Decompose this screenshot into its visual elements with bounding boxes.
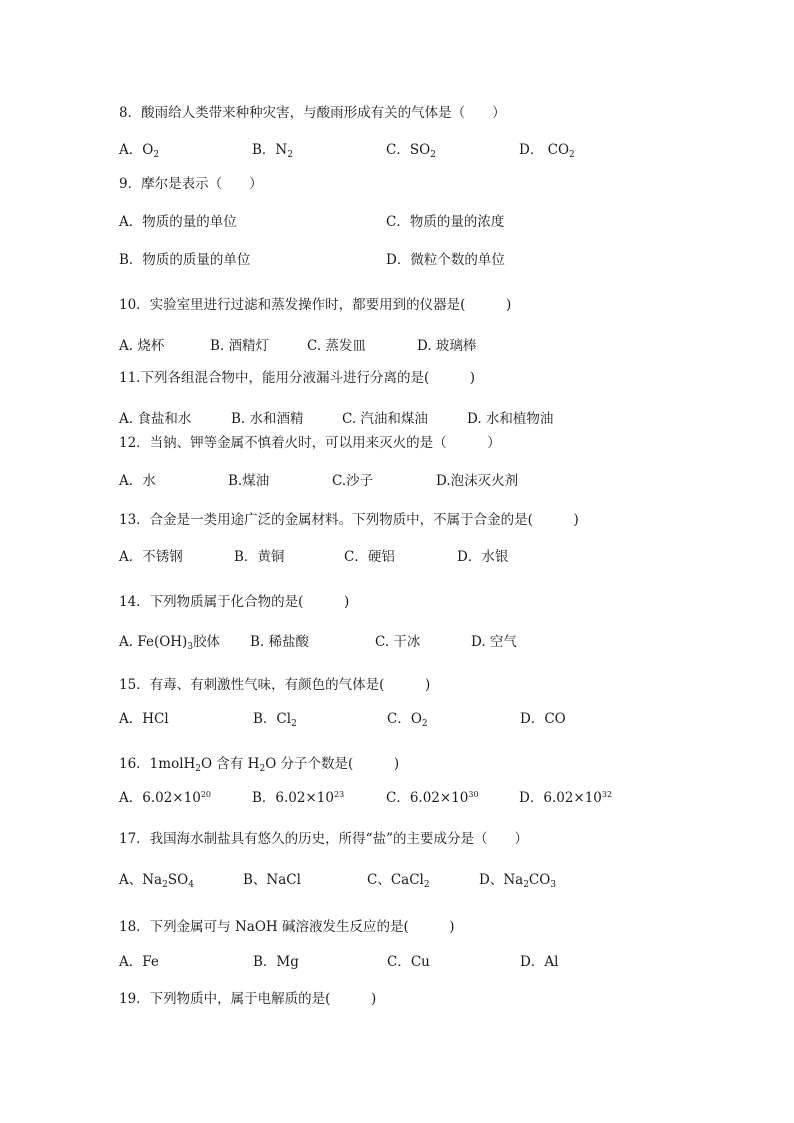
- question-11-option-d: D. 水和植物油: [467, 411, 554, 427]
- question-8-option-c: C．$SO_2$: [386, 142, 436, 160]
- question-11-option-a: A. 食盐和水: [119, 411, 192, 427]
- question-15-option-d: D．CO: [520, 711, 566, 727]
- question-13-option-b: B．黄铜: [234, 549, 285, 565]
- question-8-option-b: B．$N_2$: [252, 142, 293, 160]
- question-9-option-c: C．物质的量的浓度: [386, 214, 505, 230]
- question-15-option-a: A．HCl: [119, 711, 169, 727]
- question-17-option-c: C、CaCl$_2$: [367, 872, 430, 890]
- question-15-stem: 15．有毒、有刺激性气味，有颜色的气体是( ): [119, 677, 431, 693]
- question-15-option-c: C．$O_2$: [387, 711, 428, 729]
- question-12-option-d: D.泡沫灭火剂: [436, 473, 519, 489]
- question-12-option-c: C.沙子: [332, 473, 374, 489]
- question-11-option-c: C. 汽油和煤油: [342, 411, 428, 427]
- question-9-option-b: B．物质的质量的单位: [119, 252, 251, 268]
- question-13-option-d: D．水银: [457, 549, 509, 565]
- question-10-option-b: B. 酒精灯: [210, 338, 270, 354]
- question-14-option-c: C. 干冰: [375, 634, 421, 650]
- question-8-option-a: A．$O_2$: [119, 142, 160, 160]
- question-18-option-d: D．Al: [520, 954, 559, 970]
- question-11-stem: 11.下列各组混合物中，能用分液漏斗进行分离的是( ): [119, 370, 476, 386]
- question-10-option-c: C. 蒸发皿: [307, 338, 366, 354]
- question-10-option-d: D. 玻璃棒: [417, 338, 477, 354]
- question-12-option-b: B.煤油: [228, 473, 270, 489]
- question-12-option-a: A．水: [119, 473, 156, 489]
- question-17-option-d: D、$Na_2CO_3$: [479, 872, 557, 890]
- question-16-option-d: D．$6.02\times 10^{32}$: [519, 790, 613, 806]
- question-9-stem: 9．摩尔是表示（ ）: [119, 176, 263, 192]
- question-10-option-a: A. 烧杯: [119, 338, 165, 354]
- question-18-option-b: B．Mg: [253, 954, 299, 970]
- question-17-stem: 17．我国海水制盐具有悠久的历史，所得“盐”的主要成分是（ ）: [119, 831, 528, 847]
- question-18-option-a: A．Fe: [119, 954, 159, 970]
- question-18-option-c: C．Cu: [387, 954, 430, 970]
- question-12-stem: 12．当钠、钾等金属不慎着火时，可以用来灭火的是（ ）: [119, 435, 501, 451]
- question-16-stem: 16．1molH$_2$O 含有 $H_2O$ 分子个数是( ): [119, 756, 400, 774]
- question-14-stem: 14．下列物质属于化合物的是( ): [119, 594, 350, 610]
- question-9-option-d: D．微粒个数的单位: [386, 252, 505, 268]
- question-18-stem: 18．下列金属可与 NaOH 碱溶液发生反应的是( ): [119, 919, 455, 935]
- question-13-stem: 13．合金是一类用途广泛的金属材料。下列物质中，不属于合金的是( ): [119, 512, 579, 528]
- question-13-option-a: A．不锈钢: [119, 549, 183, 565]
- question-14-option-b: B. 稀盐酸: [250, 634, 310, 650]
- question-8-stem: 8．酸雨给人类带来种种灾害，与酸雨形成有关的气体是（ ）: [119, 105, 506, 121]
- question-9-option-a: A．物质的量的单位: [119, 214, 237, 230]
- question-10-stem: 10．实验室里进行过滤和蒸发操作时，都要用到的仪器是( ): [119, 297, 512, 313]
- question-14-option-d: D. 空气: [471, 634, 517, 650]
- question-17-option-b: B、NaCl: [243, 872, 301, 888]
- question-15-option-b: B．$Cl_2$: [253, 711, 297, 729]
- question-16-option-c: C．$6.02\times 10^{30}$: [386, 790, 479, 806]
- question-13-option-c: C．硬铝: [344, 549, 395, 565]
- question-16-option-a: A．$6.02\times 10^{20}$: [119, 790, 211, 806]
- question-16-option-b: B．$6.02\times 10^{23}$: [252, 790, 345, 806]
- question-11-option-b: B. 水和酒精: [231, 411, 304, 427]
- question-19-stem: 19．下列物质中，属于电解质的是( ): [119, 991, 377, 1007]
- question-17-option-a: A、$Na_2SO_4$: [119, 872, 194, 890]
- question-8-option-d: D． $CO_2$: [519, 142, 575, 160]
- question-14-option-a: A. $Fe(OH)_3$胶体: [119, 634, 221, 652]
